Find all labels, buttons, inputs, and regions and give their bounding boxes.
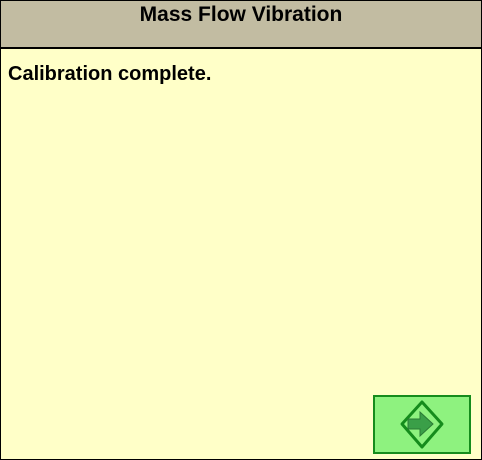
- arrow-right-icon: [375, 397, 469, 452]
- status-message: Calibration complete.: [8, 63, 212, 85]
- page-title: Mass Flow Vibration: [139, 3, 343, 26]
- next-button[interactable]: [373, 395, 471, 454]
- title-bar: [1, 1, 481, 49]
